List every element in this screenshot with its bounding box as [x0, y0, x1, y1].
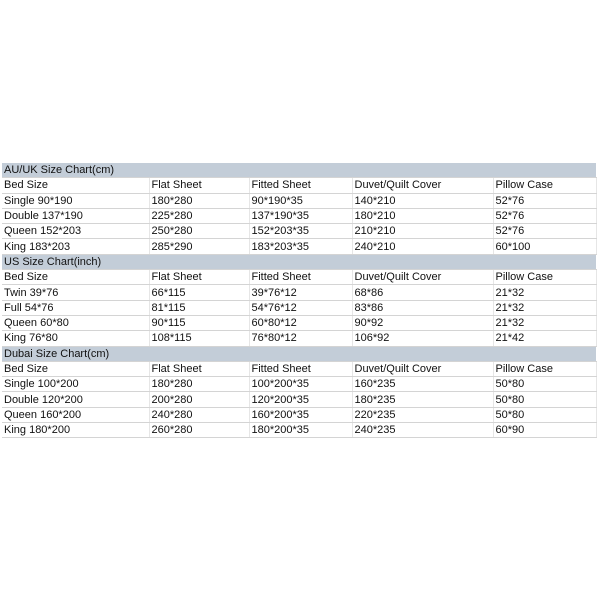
table-row — [2, 239, 596, 254]
table-cell-flat-sheet: 180*280 — [149, 193, 249, 208]
table-row — [2, 315, 596, 330]
table-cell-flat-sheet: 66*115 — [149, 285, 249, 300]
table-row — [2, 377, 596, 392]
table-cell-bed-size: King 183*203 — [2, 239, 149, 254]
table-cell-fitted-sheet: 137*190*35 — [249, 208, 352, 223]
table-cell-pillow-case: 52*76 — [493, 208, 596, 223]
table-cell-flat-sheet: 90*115 — [149, 315, 249, 330]
table-row — [2, 392, 596, 407]
table-cell-duvet-quilt-cover: 68*86 — [352, 285, 493, 300]
table-cell-duvet-quilt-cover: 106*92 — [352, 331, 493, 346]
table-cell-bed-size: King 76*80 — [2, 331, 149, 346]
table-cell-duvet-quilt-cover: 90*92 — [352, 315, 493, 330]
table-cell-flat-sheet: 200*280 — [149, 392, 249, 407]
section-title-row-us — [2, 254, 596, 269]
table-cell-pillow-case: 60*90 — [493, 423, 596, 438]
column-header-row-dubai — [2, 361, 596, 376]
table-cell-fitted-sheet: 39*76*12 — [249, 285, 352, 300]
column-header-duvet-quilt-cover: Duvet/Quilt Cover — [352, 270, 493, 285]
table-cell-fitted-sheet: 54*76*12 — [249, 300, 352, 315]
table-row — [2, 208, 596, 223]
column-header-duvet-quilt-cover: Duvet/Quilt Cover — [352, 361, 493, 376]
table-cell-duvet-quilt-cover: 180*235 — [352, 392, 493, 407]
section-title: US Size Chart(inch) — [2, 254, 596, 269]
table-cell-flat-sheet: 285*290 — [149, 239, 249, 254]
table-cell-flat-sheet: 250*280 — [149, 224, 249, 239]
table-cell-fitted-sheet: 120*200*35 — [249, 392, 352, 407]
size-chart-body — [2, 163, 596, 438]
column-header-bed-size: Bed Size — [2, 270, 149, 285]
column-header-fitted-sheet: Fitted Sheet — [249, 178, 352, 193]
table-cell-bed-size: Double 137*190 — [2, 208, 149, 223]
table-cell-duvet-quilt-cover: 140*210 — [352, 193, 493, 208]
size-chart-table — [2, 163, 597, 438]
table-cell-pillow-case: 21*42 — [493, 331, 596, 346]
column-header-row-us — [2, 270, 596, 285]
table-cell-duvet-quilt-cover: 180*210 — [352, 208, 493, 223]
table-row — [2, 224, 596, 239]
table-cell-duvet-quilt-cover: 220*235 — [352, 407, 493, 422]
section-title-row-dubai — [2, 346, 596, 361]
table-cell-fitted-sheet: 180*200*35 — [249, 423, 352, 438]
table-cell-duvet-quilt-cover: 160*235 — [352, 377, 493, 392]
table-row — [2, 300, 596, 315]
column-header-flat-sheet: Flat Sheet — [149, 270, 249, 285]
table-cell-pillow-case: 60*100 — [493, 239, 596, 254]
table-cell-fitted-sheet: 76*80*12 — [249, 331, 352, 346]
table-cell-pillow-case: 50*80 — [493, 392, 596, 407]
table-cell-bed-size: Full 54*76 — [2, 300, 149, 315]
table-row — [2, 193, 596, 208]
column-header-pillow-case: Pillow Case — [493, 178, 596, 193]
table-cell-duvet-quilt-cover: 240*210 — [352, 239, 493, 254]
column-header-fitted-sheet: Fitted Sheet — [249, 361, 352, 376]
column-header-pillow-case: Pillow Case — [493, 270, 596, 285]
table-cell-bed-size: King 180*200 — [2, 423, 149, 438]
table-row — [2, 407, 596, 422]
table-cell-flat-sheet: 180*280 — [149, 377, 249, 392]
table-cell-bed-size: Single 100*200 — [2, 377, 149, 392]
table-cell-flat-sheet: 81*115 — [149, 300, 249, 315]
table-cell-fitted-sheet: 60*80*12 — [249, 315, 352, 330]
table-cell-fitted-sheet: 152*203*35 — [249, 224, 352, 239]
table-cell-fitted-sheet: 183*203*35 — [249, 239, 352, 254]
table-row — [2, 285, 596, 300]
table-cell-pillow-case: 52*76 — [493, 193, 596, 208]
table-cell-fitted-sheet: 90*190*35 — [249, 193, 352, 208]
section-title: AU/UK Size Chart(cm) — [2, 163, 596, 178]
column-header-flat-sheet: Flat Sheet — [149, 361, 249, 376]
table-row — [2, 423, 596, 438]
column-header-duvet-quilt-cover: Duvet/Quilt Cover — [352, 178, 493, 193]
table-cell-bed-size: Double 120*200 — [2, 392, 149, 407]
table-cell-duvet-quilt-cover: 83*86 — [352, 300, 493, 315]
table-cell-pillow-case: 21*32 — [493, 285, 596, 300]
table-cell-pillow-case: 21*32 — [493, 315, 596, 330]
table-cell-bed-size: Queen 160*200 — [2, 407, 149, 422]
table-cell-flat-sheet: 260*280 — [149, 423, 249, 438]
table-cell-duvet-quilt-cover: 210*210 — [352, 224, 493, 239]
column-header-bed-size: Bed Size — [2, 178, 149, 193]
table-cell-pillow-case: 50*80 — [493, 377, 596, 392]
table-cell-bed-size: Twin 39*76 — [2, 285, 149, 300]
column-header-flat-sheet: Flat Sheet — [149, 178, 249, 193]
section-title-row-au-uk — [2, 163, 596, 178]
column-header-fitted-sheet: Fitted Sheet — [249, 270, 352, 285]
table-cell-duvet-quilt-cover: 240*235 — [352, 423, 493, 438]
table-cell-flat-sheet: 240*280 — [149, 407, 249, 422]
table-cell-bed-size: Queen 60*80 — [2, 315, 149, 330]
column-header-bed-size: Bed Size — [2, 361, 149, 376]
table-cell-bed-size: Single 90*190 — [2, 193, 149, 208]
table-cell-pillow-case: 50*80 — [493, 407, 596, 422]
table-cell-flat-sheet: 108*115 — [149, 331, 249, 346]
column-header-pillow-case: Pillow Case — [493, 361, 596, 376]
table-cell-pillow-case: 21*32 — [493, 300, 596, 315]
column-header-row-au-uk — [2, 178, 596, 193]
table-cell-fitted-sheet: 100*200*35 — [249, 377, 352, 392]
table-row — [2, 331, 596, 346]
table-cell-fitted-sheet: 160*200*35 — [249, 407, 352, 422]
table-cell-bed-size: Queen 152*203 — [2, 224, 149, 239]
table-cell-pillow-case: 52*76 — [493, 224, 596, 239]
table-cell-flat-sheet: 225*280 — [149, 208, 249, 223]
section-title: Dubai Size Chart(cm) — [2, 346, 596, 361]
